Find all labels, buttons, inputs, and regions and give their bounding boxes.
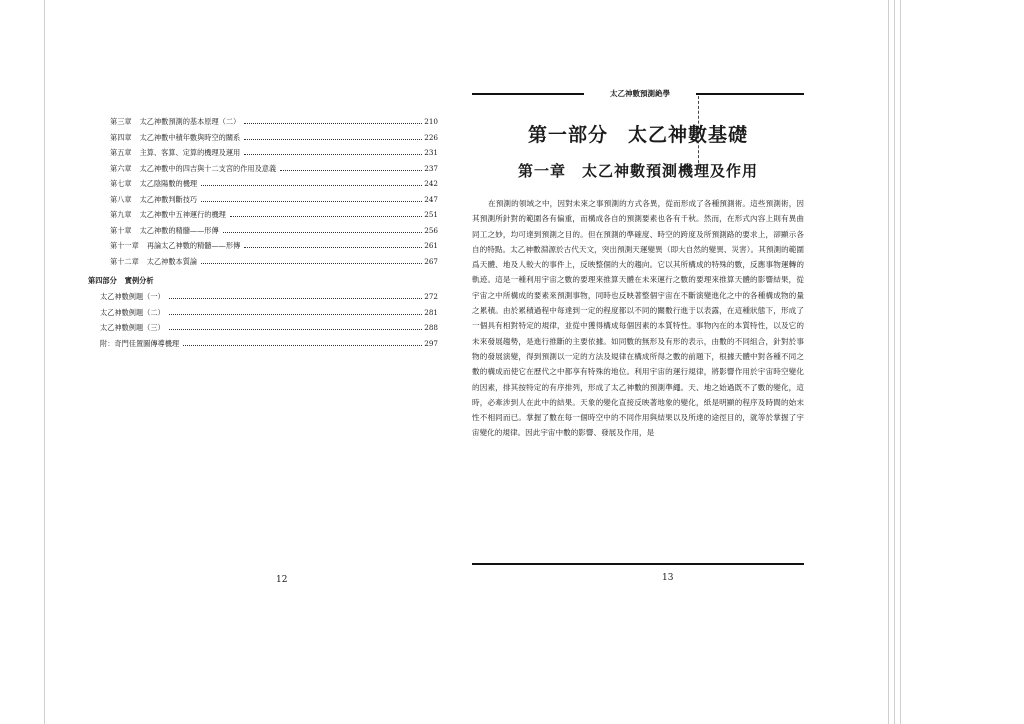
leader-dots <box>230 216 422 217</box>
body-paragraph: 在預測的領域之中，因對未來之事預測的方式各異，從而形成了各種預測術。這些預測術，因其預測所針對的範圍各有偏重，而構成各自的預測要素也各有千秋。然而，在形式內容上則有異曲同工之妙，均可達到預測之目的。但在預測的準確度、時空的跨度及所預測路的要求上，卻顯示各自的特點。太乙神數淵源於古代天文，突出預測天運變異（即大自然的變異、災害）。其預測的範圍爲天體、地及人較大的事件上，反映整個的大的趨向。它以其所構成的特殊的數，反應事物運轉的軌迹。這是一種利用宇宙之數的要理來推算天體在未來運行之數的要理來推算天體的影響結果，從宇宙之中所構成的要素來預測事物，同時也反映著整個宇宙在不斷演變進化之中的各種構成物的量之累積。由於累積過程中每達到一定的程度都以不同的關數行進于以表露，在這種狀態下，形成了一個具有相對特定的規律，並從中獲得構成每個因素的本質特性。事物內在的本質特性，以及它的未來發展趨勢，是進行推斷的主要依據。如同數的無形及有形的表示，由數的不同組合，針對於事物的發展演變，得到預測以一定的方法及規律在構成所得之數的前題下，根據天體中對各種不同之數的構成而使它在歷代之中都享有特殊的地位。利用宇宙的運行規律，將影響作用於宇宙時空變化的因素，排其按特定的有序排列，形成了太乙神數的預測準繩。天、地之始過既不了數的變化，這時，必牽涉到人在此中的結果。天象的變化直接反映著地象的變化，紙是明顯的程序及時間的始末性不相同而已。掌握了數在每一個時空中的不同作用與結果以及所達的途徑目的，就等於掌握了宇宙變化的規律。因此宇宙中數的影響、發展及作用，是 <box>472 199 804 438</box>
toc-entry[interactable]: 第七章 太乙陰陽數的機理 242 <box>110 179 438 188</box>
leader-dots <box>201 263 422 264</box>
page-edge-left <box>44 0 45 724</box>
leader-dots <box>201 201 422 202</box>
toc-entry[interactable]: 第九章 太乙神數中五神運行的機理 251 <box>110 210 438 219</box>
toc-part-heading[interactable]: 第四部分 實例分析 <box>88 276 154 285</box>
toc-entry[interactable]: 第五章 主算、客算、定算的機理及運用 231 <box>110 148 438 157</box>
leader-dots <box>244 139 422 140</box>
leader-dots <box>201 185 422 186</box>
toc-entry[interactable]: 第十一章 再論太乙神數的精髓——形傳 261 <box>110 241 438 250</box>
right-page-number: 13 <box>662 573 674 583</box>
leader-dots <box>244 123 422 124</box>
toc-entry[interactable]: 附：奇門佳置圖傳導機理 297 <box>100 338 438 348</box>
toc-entry[interactable]: 第三章 太乙神數預測的基本原理（二） 210 <box>110 117 438 126</box>
toc-entry[interactable]: 第六章 太乙神數中的四吉與十二支宮的作用及意義 237 <box>110 163 438 173</box>
header-rule-left <box>472 93 584 95</box>
running-header-text: 太乙神數預測絶學 <box>610 89 670 98</box>
toc-entry[interactable]: 第八章 太乙神數判斷技巧 247 <box>110 194 438 204</box>
leader-dots <box>169 314 423 315</box>
toc-entry[interactable]: 第四章 太乙神數中積年數與時空的關系 226 <box>110 132 438 142</box>
leader-dots <box>280 170 422 171</box>
leader-dots <box>223 232 423 233</box>
toc-entry[interactable]: 太乙神數例題（三） 288 <box>100 323 438 332</box>
running-header <box>472 88 804 100</box>
leader-dots <box>183 345 422 346</box>
toc-entry[interactable]: 第十章 太乙神數的精髓——形傳 256 <box>110 225 438 235</box>
toc-entry[interactable]: 太乙神數例題（二） 281 <box>100 307 438 317</box>
leader-dots <box>244 154 422 155</box>
page-edge-right-1 <box>888 0 889 724</box>
chapter-title: 第一章 太乙神數預測機理及作用 <box>517 162 758 180</box>
page-edge-right-3 <box>900 0 901 724</box>
leader-dots <box>169 329 423 330</box>
part-title: 第一部分 太乙神數基礎 <box>527 124 748 146</box>
left-page-number: 12 <box>276 575 288 585</box>
leader-dots <box>169 298 423 299</box>
leader-dots <box>244 247 422 248</box>
table-of-contents <box>88 118 438 355</box>
toc-entry[interactable]: 第十二章 太乙神數本質論 267 <box>110 256 438 266</box>
footer-rule <box>472 563 804 565</box>
page-edge-right-2 <box>894 0 895 724</box>
header-rule-right <box>696 93 804 95</box>
toc-entry[interactable]: 太乙神數例題（一） 272 <box>100 292 438 301</box>
body-text <box>472 196 804 441</box>
